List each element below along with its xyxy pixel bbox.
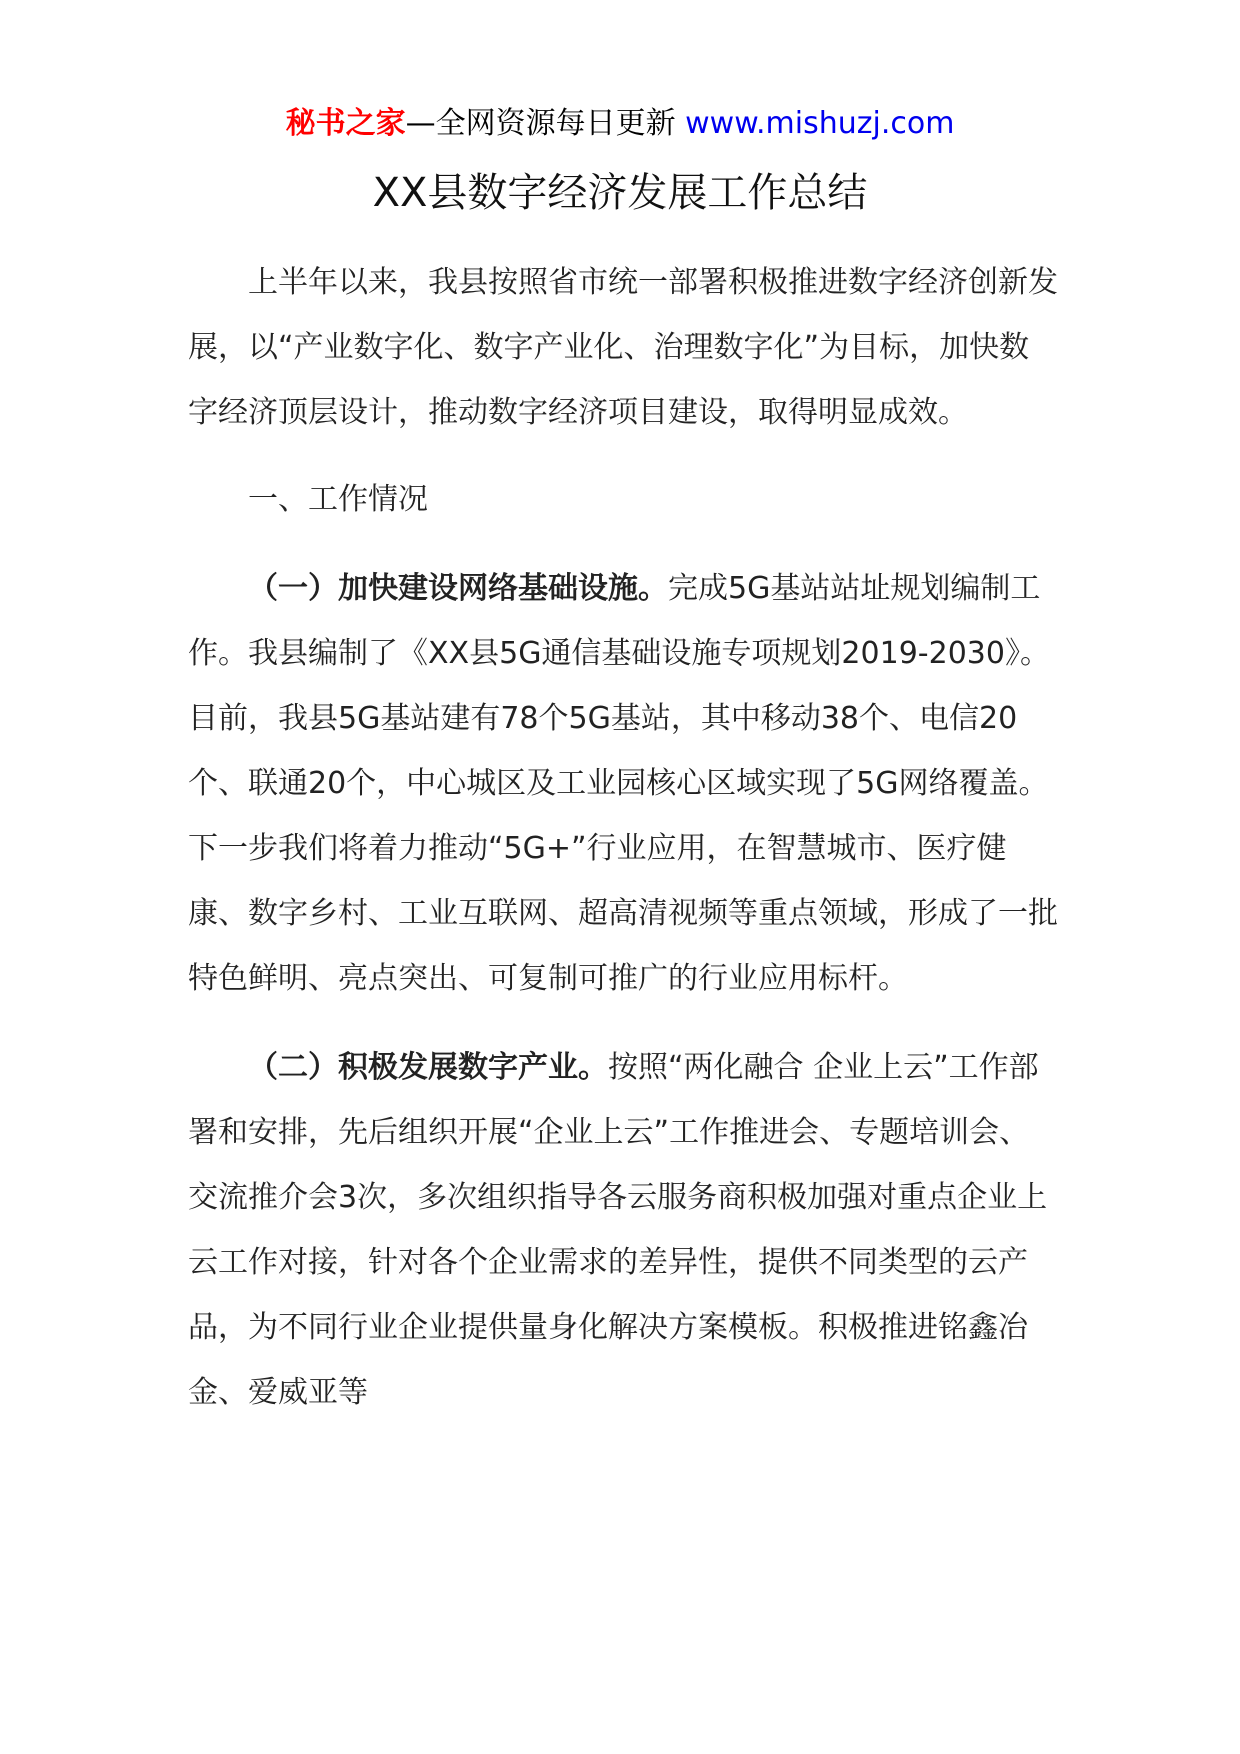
item-heading-2: （二）积极发展数字产业。	[248, 1050, 608, 1085]
section-heading: 一、工作情况	[248, 482, 428, 517]
document-body	[188, 250, 1058, 1425]
item-text-1: 完成5G基站站址规划编制工作。我县编制了《XX县5G通信基础设施专项规划2019-2030》。目前，我县5G基站建有78个5G基站，其中移动38个、电信20个、联通20个，中心城区及工业园核心区域实现了5G网络覆盖。下一步我们将着力推动“5G+”行业应用，在智慧城市、医疗健康、数字乡村、工业互联网、超高清视频等重点领域，形成了一批特色鲜明、亮点突出、可复制可推广的行业应用标杆。	[188, 571, 1058, 996]
item-paragraph-1	[188, 556, 1058, 1011]
item-paragraph-2	[188, 1035, 1058, 1425]
website-link[interactable]: www.mishuzj.com	[685, 106, 955, 141]
intro-paragraph: 上半年以来，我县按照省市统一部署积极推进数字经济创新发展，以“产业数字化、数字产业化、治理数字化”为目标，加快数字经济顶层设计，推动数字经济项目建设，取得明显成效。	[188, 265, 1058, 430]
brand-name: 秘书之家	[285, 106, 406, 141]
item-text-2: 按照“两化融合 企业上云”工作部署和安排，先后组织开展“企业上云”工作推进会、专题培训会、交流推介会3次，多次组织指导各云服务商积极加强对重点企业上云工作对接，针对各个企业需求的差异性，提供不同类型的云产品，为不同行业企业提供量身化解决方案模板。积极推进铭鑫冶金、爱威亚等	[188, 1050, 1048, 1410]
item-heading-1: （一）加快建设网络基础设施。	[248, 571, 668, 606]
header-banner	[0, 102, 1240, 146]
document-title: XX县数字经济发展工作总结	[372, 170, 868, 216]
banner-slogan: —全网资源每日更新	[405, 106, 686, 141]
